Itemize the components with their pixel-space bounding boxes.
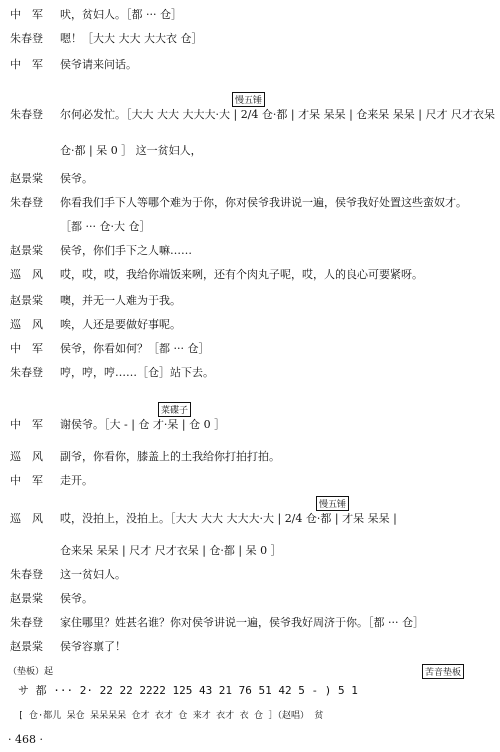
line-text: 谢侯爷。［大 - | 仓 才·呆 | 仓 0 ］ bbox=[60, 418, 226, 431]
speaker-name: 巡 风 bbox=[10, 512, 43, 525]
speaker-name: 赵景棠 bbox=[10, 592, 43, 605]
script-line bbox=[10, 592, 93, 606]
script-line bbox=[10, 640, 126, 654]
line-text: 侯爷，你们手下之人嘛…… bbox=[60, 244, 192, 257]
script-line bbox=[10, 144, 202, 158]
script-line bbox=[10, 450, 280, 464]
line-text: 侯爷。 bbox=[60, 172, 93, 185]
script-line bbox=[10, 616, 424, 630]
script-line bbox=[10, 512, 397, 526]
line-text: 哎，没拍上，没拍上。［大大 大大 大大大·大 | 2/4 仓·都 | 才呆 呆呆 | bbox=[60, 512, 397, 525]
tune-label: 菜碟子 bbox=[158, 402, 191, 417]
line-text: 走开。 bbox=[60, 474, 93, 487]
script-line bbox=[10, 108, 495, 122]
score-percussion: [ 仓·都儿 呆仓 呆呆呆呆 仓才 衣才 仓 来才 衣才 衣 仓 ］（赵唱） 贫 bbox=[18, 711, 324, 721]
speaker-name: 朱春登 bbox=[10, 32, 43, 45]
speaker-name: 朱春登 bbox=[10, 568, 43, 581]
line-text: ［都 ··· 仓·大 仓］ bbox=[60, 220, 151, 233]
line-text: 噢，并无一人难为于我。 bbox=[60, 294, 181, 307]
speaker-name: 中 军 bbox=[10, 418, 43, 431]
line-text: 你看我们手下人等哪个难为于你，你对侯爷我讲说一遍，侯爷我好处置这些蛮奴才。 bbox=[60, 196, 467, 209]
speaker-name: 赵景棠 bbox=[10, 244, 43, 257]
script-line bbox=[10, 8, 182, 22]
speaker-name: 中 军 bbox=[10, 474, 43, 487]
speaker-name: 朱春登 bbox=[10, 196, 43, 209]
speaker-name: 朱春登 bbox=[10, 108, 43, 121]
line-text: 家住哪里？姓甚名谁？你对侯爷讲说一遍，侯爷我好周济于你。［都 ··· 仓］ bbox=[60, 616, 424, 629]
script-line bbox=[10, 172, 93, 186]
speaker-name: 朱春登 bbox=[10, 366, 43, 379]
line-text: 侯爷容禀了！ bbox=[60, 640, 126, 653]
tune-label: 慢五锤 bbox=[232, 92, 265, 107]
speaker-name: 赵景棠 bbox=[10, 640, 43, 653]
script-line bbox=[10, 58, 137, 72]
speaker-name: 中 军 bbox=[10, 8, 43, 21]
score-intro: （垫板）起 bbox=[8, 667, 54, 677]
line-text: 嗯！［大大 大大 大大衣 仓］ bbox=[60, 32, 203, 45]
script-line bbox=[10, 244, 192, 258]
tune-label: 苦音垫板 bbox=[422, 664, 464, 679]
line-text: 侯爷请来问话。 bbox=[60, 58, 137, 71]
line-text: 侯爷，你看如何？［都 ··· 仓］ bbox=[60, 342, 210, 355]
script-line bbox=[10, 474, 93, 488]
script-line bbox=[10, 366, 214, 380]
score-notes: サ 都 ··· 2· 22 22 2222 125 43 21 76 51 42 5 - ) 5 1 bbox=[18, 684, 358, 697]
speaker-name: 中 军 bbox=[10, 58, 43, 71]
speaker-name: 巡 风 bbox=[10, 450, 43, 463]
script-line bbox=[10, 196, 467, 210]
line-text: 吠，贫妇人。［都 ··· 仓］ bbox=[60, 8, 182, 21]
speaker-name: 中 军 bbox=[10, 342, 43, 355]
script-line bbox=[10, 318, 181, 332]
line-text: 仓来呆 呆呆 | 尺才 尺才衣呆 | 仓·都 | 呆 0 ］ bbox=[60, 544, 282, 557]
script-line bbox=[10, 268, 423, 282]
line-text: 哼，哼，哼……［仓］站下去。 bbox=[60, 366, 214, 379]
script-line bbox=[10, 544, 282, 558]
line-text: 唉，人还是要做好事呢。 bbox=[60, 318, 181, 331]
page-number: · 468 · bbox=[8, 733, 43, 746]
speaker-name: 赵景棠 bbox=[10, 172, 43, 185]
script-line bbox=[10, 342, 209, 356]
line-text: 这一贫妇人。 bbox=[60, 568, 126, 581]
script-line bbox=[10, 220, 150, 234]
tune-label: 慢五锤 bbox=[316, 496, 349, 511]
script-line bbox=[10, 32, 203, 46]
speaker-name: 巡 风 bbox=[10, 268, 43, 281]
speaker-name: 巡 风 bbox=[10, 318, 43, 331]
line-text: 哎，哎，哎，我给你端饭来咧，还有个肉丸子呢，哎，人的良心可要紧呀。 bbox=[60, 268, 423, 281]
speaker-name: 赵景棠 bbox=[10, 294, 43, 307]
speaker-name: 朱春登 bbox=[10, 616, 43, 629]
line-text: 副爷，你看你，膝盖上的土我给你打拍打拍。 bbox=[60, 450, 280, 463]
script-line bbox=[10, 418, 225, 432]
script-line bbox=[10, 294, 181, 308]
line-text: 侯爷。 bbox=[60, 592, 93, 605]
line-text: 仓·都 | 呆 0 ］ 这一贫妇人， bbox=[60, 144, 202, 157]
script-line bbox=[10, 568, 126, 582]
line-text: 尔何必发忙。［大大 大大 大大大·大 | 2/4 仓·都 | 才呆 呆呆 | 仓来呆 呆呆 | 尺才 尺才衣呆 bbox=[60, 108, 495, 121]
